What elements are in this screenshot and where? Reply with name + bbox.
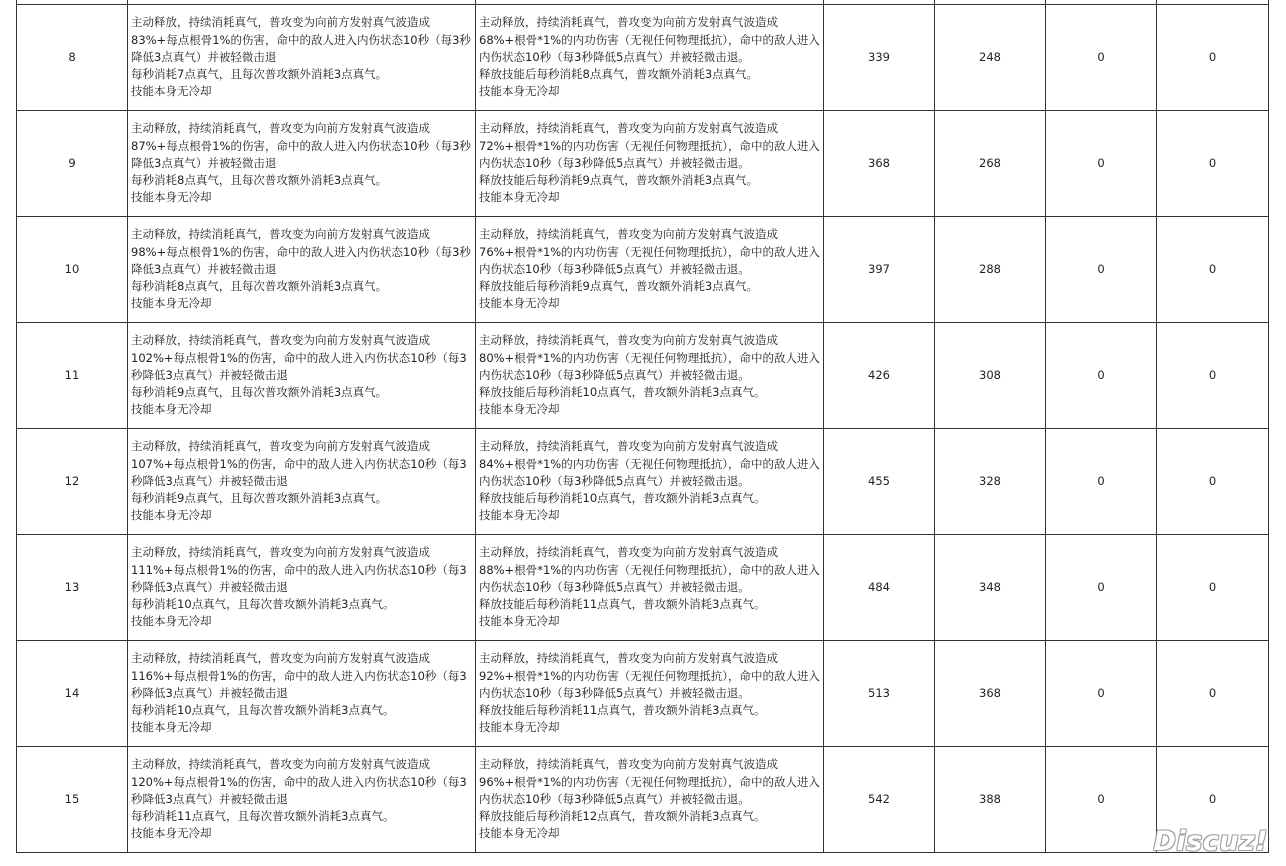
description-cell-a: 主动释放，持续消耗真气，普攻变为向前方发射真气波造成 87%+每点根骨1%的伤害，命中的敌人进入内伤状态10秒（每3秒降低3点真气）并被轻微击退 每秒消耗8点真气，且每次普攻额外消耗3点真气。 技能本身无冷却: [128, 111, 476, 217]
value-cell-1: 542: [824, 747, 935, 853]
value-cell-2: 348: [935, 535, 1046, 641]
description-cell-b: 主动释放，持续消耗真气，普攻变为向前方发射真气波造成 92%+根骨*1%的内功伤害（无视任何物理抵抗），命中的敌人进入内伤状态10秒（每3秒降低5点真气）并被轻微击退。 释放技能后每秒消耗11点真气，普攻额外消耗3点真气。 技能本身无冷却: [476, 641, 824, 747]
value-cell-1: 513: [824, 641, 935, 747]
value-cell-4: 0: [1157, 641, 1269, 747]
table-row: [17, 323, 1269, 429]
value-cell-2: 368: [935, 641, 1046, 747]
level-cell: 14: [17, 641, 128, 747]
description-cell-b: 主动释放，持续消耗真气，普攻变为向前方发射真气波造成 76%+根骨*1%的内功伤害（无视任何物理抵抗），命中的敌人进入内伤状态10秒（每3秒降低5点真气）并被轻微击退。 释放技能后每秒消耗9点真气，普攻额外消耗3点真气。 技能本身无冷却: [476, 217, 824, 323]
level-cell: 11: [17, 323, 128, 429]
value-cell-3: 0: [1046, 641, 1157, 747]
value-cell-4: 0: [1157, 323, 1269, 429]
description-cell-b: 主动释放，持续消耗真气，普攻变为向前方发射真气波造成 88%+根骨*1%的内功伤害（无视任何物理抵抗），命中的敌人进入内伤状态10秒（每3秒降低5点真气）并被轻微击退。 释放技能后每秒消耗11点真气，普攻额外消耗3点真气。 技能本身无冷却: [476, 535, 824, 641]
value-cell-3: 0: [1046, 217, 1157, 323]
value-cell-3: 0: [1046, 747, 1157, 853]
description-cell-a: 主动释放，持续消耗真气，普攻变为向前方发射真气波造成 116%+每点根骨1%的伤害，命中的敌人进入内伤状态10秒（每3秒降低3点真气）并被轻微击退 每秒消耗10点真气，且每次普攻额外消耗3点真气。 技能本身无冷却: [128, 641, 476, 747]
description-cell-b: 主动释放，持续消耗真气，普攻变为向前方发射真气波造成 68%+根骨*1%的内功伤害（无视任何物理抵抗），命中的敌人进入内伤状态10秒（每3秒降低5点真气）并被轻微击退。 释放技能后每秒消耗8点真气，普攻额外消耗3点真气。 技能本身无冷却: [476, 5, 824, 111]
value-cell-3: 0: [1046, 111, 1157, 217]
value-cell-2: 268: [935, 111, 1046, 217]
table-row: [17, 429, 1269, 535]
table-row: [17, 747, 1269, 853]
value-cell-2: 288: [935, 217, 1046, 323]
description-cell-b: 主动释放，持续消耗真气，普攻变为向前方发射真气波造成 80%+根骨*1%的内功伤害（无视任何物理抵抗），命中的敌人进入内伤状态10秒（每3秒降低5点真气）并被轻微击退。 释放技能后每秒消耗10点真气，普攻额外消耗3点真气。 技能本身无冷却: [476, 323, 824, 429]
level-cell: 12: [17, 429, 128, 535]
table-row: [17, 217, 1269, 323]
value-cell-1: 455: [824, 429, 935, 535]
value-cell-4: 0: [1157, 535, 1269, 641]
value-cell-1: 426: [824, 323, 935, 429]
value-cell-1: 339: [824, 5, 935, 111]
value-cell-3: 0: [1046, 429, 1157, 535]
level-cell: 10: [17, 217, 128, 323]
value-cell-3: 0: [1046, 323, 1157, 429]
value-cell-4: 0: [1157, 217, 1269, 323]
level-cell: 9: [17, 111, 128, 217]
value-cell-2: 308: [935, 323, 1046, 429]
value-cell-1: 484: [824, 535, 935, 641]
value-cell-3: 0: [1046, 535, 1157, 641]
value-cell-4: 0: [1157, 747, 1269, 853]
value-cell-4: 0: [1157, 429, 1269, 535]
description-cell-a: 主动释放，持续消耗真气，普攻变为向前方发射真气波造成 102%+每点根骨1%的伤害，命中的敌人进入内伤状态10秒（每3秒降低3点真气）并被轻微击退 每秒消耗9点真气，且每次普攻额外消耗3点真气。 技能本身无冷却: [128, 323, 476, 429]
level-cell: 15: [17, 747, 128, 853]
description-cell-b: 主动释放，持续消耗真气，普攻变为向前方发射真气波造成 72%+根骨*1%的内功伤害（无视任何物理抵抗），命中的敌人进入内伤状态10秒（每3秒降低5点真气）并被轻微击退。 释放技能后每秒消耗9点真气，普攻额外消耗3点真气。 技能本身无冷却: [476, 111, 824, 217]
description-cell-b: 主动释放，持续消耗真气，普攻变为向前方发射真气波造成 96%+根骨*1%的内功伤害（无视任何物理抵抗），命中的敌人进入内伤状态10秒（每3秒降低5点真气）并被轻微击退。 释放技能后每秒消耗12点真气，普攻额外消耗3点真气。 技能本身无冷却: [476, 747, 824, 853]
level-cell: 13: [17, 535, 128, 641]
table-row: [17, 111, 1269, 217]
value-cell-1: 368: [824, 111, 935, 217]
table-row: [17, 535, 1269, 641]
value-cell-2: 248: [935, 5, 1046, 111]
table-row: [17, 641, 1269, 747]
value-cell-1: 397: [824, 217, 935, 323]
description-cell-a: 主动释放，持续消耗真气，普攻变为向前方发射真气波造成 83%+每点根骨1%的伤害，命中的敌人进入内伤状态10秒（每3秒降低3点真气）并被轻微击退 每秒消耗7点真气，且每次普攻额外消耗3点真气。 技能本身无冷却: [128, 5, 476, 111]
discuz-watermark: Discuz!: [1153, 826, 1268, 857]
skill-level-table: [16, 0, 1269, 853]
description-cell-a: 主动释放，持续消耗真气，普攻变为向前方发射真气波造成 107%+每点根骨1%的伤害，命中的敌人进入内伤状态10秒（每3秒降低3点真气）并被轻微击退 每秒消耗9点真气，且每次普攻额外消耗3点真气。 技能本身无冷却: [128, 429, 476, 535]
table-row: [17, 5, 1269, 111]
description-cell-a: 主动释放，持续消耗真气，普攻变为向前方发射真气波造成 111%+每点根骨1%的伤害，命中的敌人进入内伤状态10秒（每3秒降低3点真气）并被轻微击退 每秒消耗10点真气，且每次普攻额外消耗3点真气。 技能本身无冷却: [128, 535, 476, 641]
description-cell-b: 主动释放，持续消耗真气，普攻变为向前方发射真气波造成 84%+根骨*1%的内功伤害（无视任何物理抵抗），命中的敌人进入内伤状态10秒（每3秒降低5点真气）并被轻微击退。 释放技能后每秒消耗10点真气，普攻额外消耗3点真气。 技能本身无冷却: [476, 429, 824, 535]
level-cell: 8: [17, 5, 128, 111]
description-cell-a: 主动释放，持续消耗真气，普攻变为向前方发射真气波造成 98%+每点根骨1%的伤害，命中的敌人进入内伤状态10秒（每3秒降低3点真气）并被轻微击退 每秒消耗8点真气，且每次普攻额外消耗3点真气。 技能本身无冷却: [128, 217, 476, 323]
value-cell-4: 0: [1157, 111, 1269, 217]
value-cell-2: 328: [935, 429, 1046, 535]
value-cell-2: 388: [935, 747, 1046, 853]
value-cell-4: 0: [1157, 5, 1269, 111]
value-cell-3: 0: [1046, 5, 1157, 111]
description-cell-a: 主动释放，持续消耗真气，普攻变为向前方发射真气波造成 120%+每点根骨1%的伤害，命中的敌人进入内伤状态10秒（每3秒降低3点真气）并被轻微击退 每秒消耗11点真气，且每次普攻额外消耗3点真气。 技能本身无冷却: [128, 747, 476, 853]
